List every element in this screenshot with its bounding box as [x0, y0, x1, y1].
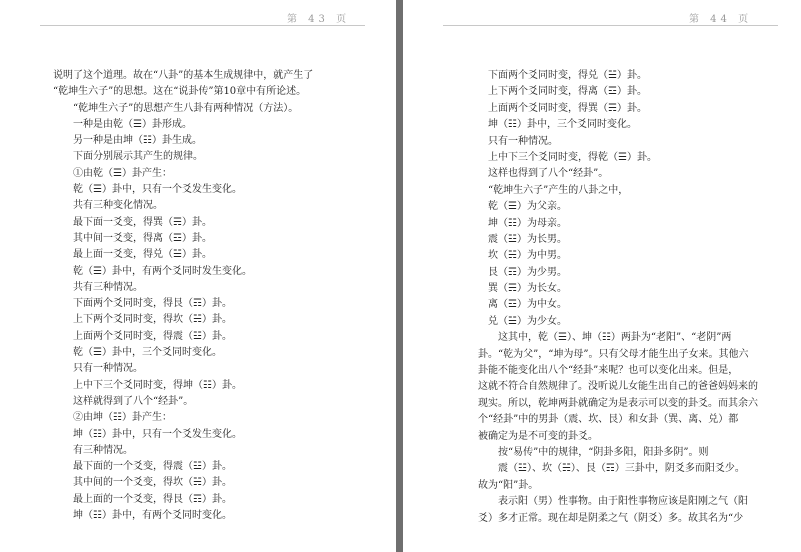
text-line: 乾（☰）为父亲。	[488, 201, 567, 213]
text-line: 共有三种变化情况。	[73, 200, 163, 212]
text-line: 这就不符合自然规律了。没听说儿女能生出自己的爸爸妈妈来的	[478, 381, 758, 393]
text-line: 只有一种情况。	[73, 363, 143, 375]
text-line: 最下面的一个爻变，得震（☳）卦。	[73, 461, 232, 473]
text-line: 坤（☷）卦中，三个爻同时变化。	[488, 119, 637, 131]
header-divider	[443, 25, 778, 26]
text-line: 上中下三个爻同时变，得坤（☷）卦。	[73, 379, 242, 391]
text-line: 坤（☷）卦中，只有一个爻发生变化。	[73, 428, 242, 440]
text-line: 说明了这个道理。故在“八卦”的基本生成规律中，就产生了	[53, 70, 314, 81]
text-line: 另一种是由坤（☷）卦生成。	[73, 135, 202, 147]
text-line: 上面两个爻同时变，得巽（☴）卦。	[488, 102, 647, 114]
text-line: 最上面的一个爻变，得艮（☶）卦。	[73, 493, 232, 505]
text-line: 兑（☱）为少女。	[488, 315, 567, 327]
page-number-header: 第 43 页	[287, 14, 351, 25]
text-line: 这样就得到了八个“经卦”。	[73, 395, 194, 407]
page-body	[53, 68, 378, 524]
text-line: 一种是由乾（☰）卦形成。	[73, 118, 192, 130]
text-line: 上面两个爻同时变，得震（☳）卦。	[73, 330, 232, 342]
text-line: 乾（☰）卦中，有两个爻同时发生变化。	[73, 265, 252, 277]
text-line: ①由乾（☰）卦产生：	[73, 167, 172, 179]
text-line: 乾（☰）卦中，三个爻同时变化。	[73, 347, 222, 359]
text-line: 坎（☵）为中男。	[488, 250, 567, 262]
text-line: 下面分别展示其产生的规律。	[73, 151, 203, 163]
text-line: 震（☳）、坎（☵）、艮（☶）三卦中，阴爻多而阳爻少。	[498, 463, 745, 475]
text-line: 上下两个爻同时变，得离（☲）卦。	[488, 86, 647, 98]
page-number-header: 第 44 页	[689, 14, 753, 25]
left-page	[0, 0, 396, 552]
text-line: 艮（☶）为少男。	[488, 266, 567, 278]
text-line: 最上面一爻变，得兑（☱）卦。	[73, 249, 212, 261]
page-body	[478, 68, 783, 527]
text-line: 被确定为是不可变的卦爻。	[478, 430, 598, 442]
text-line: 现实。所以，乾坤两卦就确定为是表示可以变的卦爻。而其余六	[478, 397, 758, 409]
text-line: 只有一种情况。	[488, 135, 558, 147]
text-line: 其中间一爻变，得离（☲）卦。	[73, 232, 212, 244]
text-line: 卦。“乾为父”，“坤为母”。只有父母才能生出子女来。其他六	[478, 348, 749, 360]
text-line: 震（☳）为长男。	[488, 233, 567, 245]
text-line: 巽（☴）为长女。	[488, 283, 567, 295]
text-line: 这样也得到了八个“经卦”。	[488, 168, 609, 180]
right-page	[403, 0, 801, 552]
header-divider	[40, 25, 365, 26]
text-line: 坤（☷）卦中，有两个爻同时变化。	[73, 510, 232, 522]
text-line: 卦能不能变化出八个“经卦”来呢？也可以变化出来。但是，	[478, 365, 739, 377]
text-line: 爻）多才正常。现在却是阴柔之气（阴爻）多。故其名为“少	[478, 512, 744, 524]
text-line: 上中下三个爻同时变，得乾（☰）卦。	[488, 151, 657, 163]
text-line: 下面两个爻同时变，得艮（☶）卦。	[73, 298, 232, 310]
text-line: 其中间的一个爻变，得坎（☵）卦。	[73, 477, 232, 489]
text-line: 表示阳（男）性事物。由于阳性事物应该是阳刚之气（阳	[498, 496, 748, 508]
text-line: 这其中，乾（☰）、坤（☷）两卦为“老阳”、“老阴”两	[498, 332, 732, 344]
text-line: “乾坤生六子”产生的八卦之中，	[488, 184, 629, 196]
text-line: 离（☲）为中女。	[488, 299, 567, 311]
text-line: 按“易传”中的规律，“阴卦多阳，阳卦多阴”。则	[498, 446, 709, 458]
text-line: “乾坤生六子”的思想。这在“说卦传”第10章中有所论述。	[53, 86, 307, 98]
text-line: 乾（☰）卦中，只有一个爻发生变化。	[73, 184, 242, 196]
text-line: 下面两个爻同时变，得兑（☱）卦。	[488, 70, 647, 81]
text-line: 故为“阳”卦。	[478, 479, 539, 491]
text-line: 有三种情况。	[73, 444, 133, 456]
text-line: 上下两个爻同时变，得坎（☵）卦。	[73, 314, 232, 326]
text-line: 最下面一爻变，得巽（☴）卦。	[73, 216, 212, 228]
text-line: 共有三种情况。	[73, 281, 143, 293]
text-line: ②由坤（☷）卦产生：	[73, 412, 172, 424]
text-line: 个“经卦”中的男卦（震、坎、艮）和女卦（巽、离、兑）都	[478, 414, 739, 426]
text-line: “乾坤生六子”的思想产生八卦有两种情况（方法）。	[73, 102, 299, 114]
text-line: 坤（☷）为母亲。	[488, 217, 567, 229]
